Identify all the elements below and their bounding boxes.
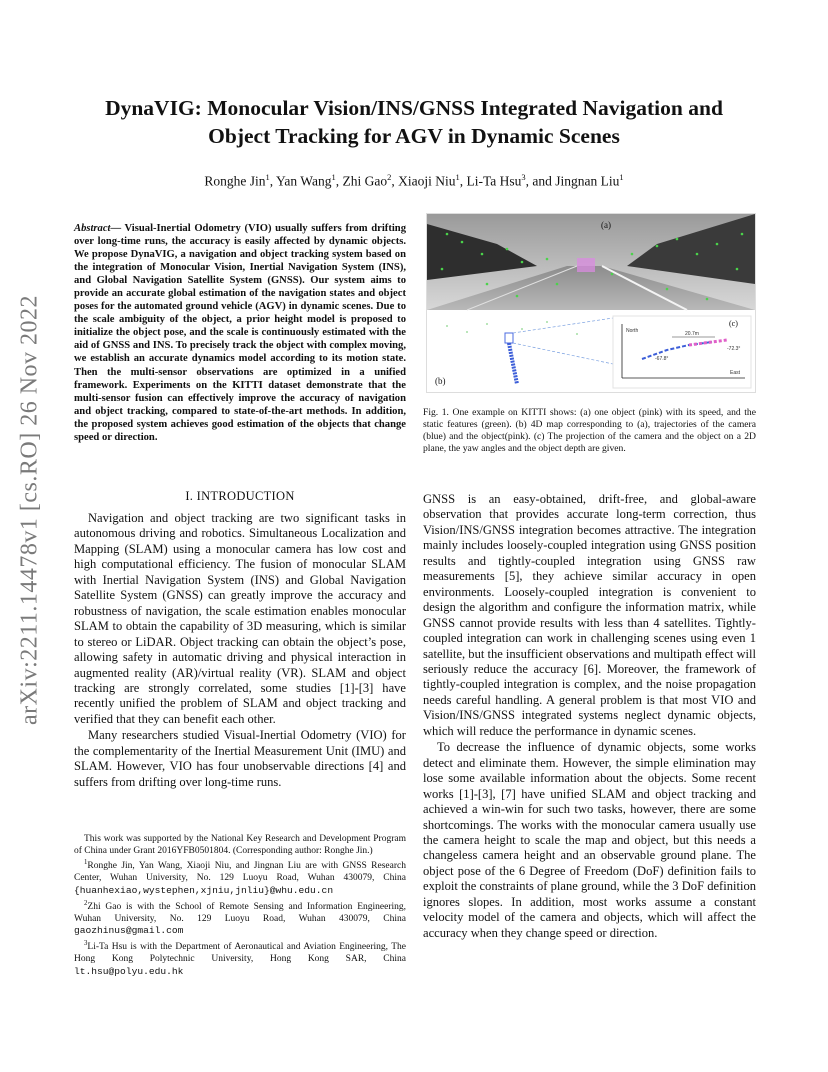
author-affiliation-mark: 1 xyxy=(331,172,336,182)
distance-label: 20.7m xyxy=(685,331,699,337)
figure-1 xyxy=(426,213,756,393)
author-name: Ronghe Jin xyxy=(204,173,266,189)
paper-title xyxy=(60,94,768,150)
map-panel xyxy=(427,314,613,392)
author-affiliation-mark: 2 xyxy=(387,172,392,182)
author-name: Yan Wang xyxy=(276,173,332,189)
author-separator: , and xyxy=(525,173,556,189)
intro-paragraph: Many researchers studied Visual-Inertial Odometry (VIO) for the complementarity of the Inertial Measurement Unit (IMU) and SLAM. However, VIO has four unobservable directions [4] and suffers from drifting over long-time runs. xyxy=(74,728,406,789)
intro-paragraph: To decrease the influence of dynamic objects, some works detect and eliminate them. However, the simple elimination may lose some available information about the objects. Some recent works [1]-[3], [7] have unified SLAM and object tracking and achieved a win-win for such two tasks, however, there are some shortcomings. The works with the monocular camera usually use the camera height to scale the map and object, but this needs a changeless camera height and an observable ground plane. The object pose of the 6 Degree of Freedom (DoF) definition fails to exploit the constraints of plane ground, while the 3 DoF definition ignores slopes. In addition, most works assume a constant velocity model of the camera and objects, which will affect the accuracy when they change speed or direction. xyxy=(423,740,756,940)
figure-label-b: (b) xyxy=(435,376,446,386)
author-list xyxy=(60,172,768,190)
title-line-2: Object Tracking for AGV in Dynamic Scenes xyxy=(208,124,620,148)
footnotes xyxy=(74,834,406,978)
intro-right-column xyxy=(423,492,756,941)
intro-paragraph: GNSS is an easy-obtained, drift-free, and global-aware observation that provides accurate long-term correction, thus Vision/INS/GNSS integration becomes attractive. The integration mainly includes loosely-coupled integration using GNSS position results and tightly-coupled integration using GNSS raw measurements [5], they achieve similar accuracy in open environments. Loosely-coupled integration is convenient to design the algorithm and configure the information matrix, while GNSS cannot provide results with less than 4 satellites. Tightly-coupled integration can work in challenging scenes using even 1 satellite, but the insufficient observations and multipath effect will seriously reduce the accuracy [6]. Moreover, the framework of tightly-coupled integration is complex, and the noise propagation needs careful handling. A general problem is that most VIO and Vision/INS/GNSS integrated systems neglect dynamic objects, which will reduce the performance in dynamic scenes. xyxy=(423,492,756,738)
author-name: Jingnan Liu xyxy=(555,173,620,189)
email-link[interactable]: {huanhexiao,wystephen,xjniu,jnliu}@whu.edu.cn xyxy=(74,884,334,896)
author-affiliation-mark: 3 xyxy=(521,172,526,182)
author-separator: , xyxy=(335,173,343,189)
figure-1-graphic xyxy=(427,214,755,392)
abstract-text: — Visual-Inertial Odometry (VIO) usually suffers from drifting over long-time runs, the accuracy is easily affected by dynamic objects. We propose DynaVIG, a navigation and object tracking system based on the integration of Monocular Vision, Inertial Navigation System (INS), and Global Navigation Satellite System (GNSS). Our system aims to provide an accurate global estimation of the navigation states and object poses for the automated ground vehicle (AGV) in dynamic scenes. Due to the scale ambiguity of the object, a prior height model is proposed to initialize the object pose, and the scale is continuously estimated with the aid of GNSS and INS. To precisely track the object with complex moving, we establish an accurate dynamics model according to its motion state. Then the multi-sensor observations are optimized in a unified framework. Experiments on the KITTI dataset demonstrate that the multi-sensor fusion can effectively improve the accuracy of navigation and object tracking, compared to state-of-the-art methods. In addition, the proposed system achieves good estimation of the objects that change speed or direction. xyxy=(74,223,406,443)
email-link[interactable]: lt.hsu@polyu.edu.hk xyxy=(74,965,184,977)
author-separator: , xyxy=(459,173,467,189)
object-yaw-label: -72.3° xyxy=(727,346,741,352)
email-link[interactable]: gaozhinus@gmail.com xyxy=(74,925,184,937)
figure-label-a: (a) xyxy=(601,220,611,230)
axis-east-label: East xyxy=(730,370,741,376)
author-affiliation-mark: 1 xyxy=(265,172,270,182)
author-separator: , xyxy=(269,173,277,189)
camera-yaw-label: -67.8° xyxy=(655,356,669,362)
footnote-affiliation-2: $^2$Zhi Gao is with the School of Remote Sensing and Information Engineering, Wuhan University, No. 129 Luoyu Road, Wuhan 430079, China gaozhinus@gmail.com xyxy=(74,899,406,937)
footnote-affiliation-3: $^3$Li-Ta Hsu is with the Department of Aeronautical and Aviation Engineering, The Hong Kong Polytechnic University, Hong Kong SAR, China lt.hsu@polyu.edu.hk xyxy=(74,939,406,977)
author-name: Xiaoji Niu xyxy=(398,173,456,189)
abstract xyxy=(74,222,406,444)
intro-left-column xyxy=(74,511,406,790)
figure-1-caption: Fig. 1. One example on KITTI shows: (a) one object (pink) with its speed, and the static features (green). (b) 4D map corresponding to (a), trajectories of the camera (blue) and the object(pink). (c) The projection of the camera and the object on a 2D plane, the yaw angles and the object depth are given. xyxy=(423,407,756,454)
title-line-1: DynaVIG: Monocular Vision/INS/GNSS Integrated Navigation and xyxy=(105,96,723,120)
section-heading-introduction: I. INTRODUCTION xyxy=(185,489,295,503)
author-affiliation-mark: 1 xyxy=(455,172,460,182)
author-name: Zhi Gao xyxy=(342,173,388,189)
camera-image-panel xyxy=(427,214,755,310)
author-affiliation-mark: 1 xyxy=(619,172,624,182)
arxiv-sidebar-identifier xyxy=(12,260,48,760)
author-name: Li-Ta Hsu xyxy=(466,173,522,189)
footnote-funding: This work was supported by the National Key Research and Development Program of China under Grant 2016YFB0501804. (Corresponding author: Ronghe Jin.) xyxy=(74,834,406,856)
arxiv-id-text: arXiv:2211.14478v1 [cs.RO] 26 Nov 2022 xyxy=(16,294,43,726)
author-separator: , xyxy=(391,173,399,189)
axis-north-label: North xyxy=(626,328,639,334)
footnote-affiliation-1: $^1$Ronghe Jin, Yan Wang, Xiaoji Niu, and Jingnan Liu are with GNSS Research Center, Wuhan University, No. 129 Luoyu Road, Wuhan 430079, China {huanhexiao,wystephen,xjniu,jnliu}@whu.edu.cn xyxy=(74,859,406,896)
abstract-label: Abstract xyxy=(74,223,111,234)
intro-paragraph: Navigation and object tracking are two significant tasks in autonomous driving and robotics. Simultaneous Localization and Mapping (SLAM) using a monocular camera has low cost and high computational efficiency. The fusion of monocular SLAM with Inertial Navigation System (INS) and Global Navigation Satellite System (GNSS) can greatly improve the accuracy and robustness of navigation, the scale estimation enables monocular SLAM to obtain the capability of 3D measuring, which is similar to stereo or LiDAR. Object tracking can obtain the object’s pose, allowing safety in automatic driving and physical interaction in augmented reality (AR)/virtual reality (VR). SLAM and object tracking are strongly correlated, some studies [1]-[3] have recently unified the problem of SLAM and object tracking and verified that they can benefit each other. xyxy=(74,511,406,726)
figure-label-c: (c) xyxy=(729,319,738,328)
